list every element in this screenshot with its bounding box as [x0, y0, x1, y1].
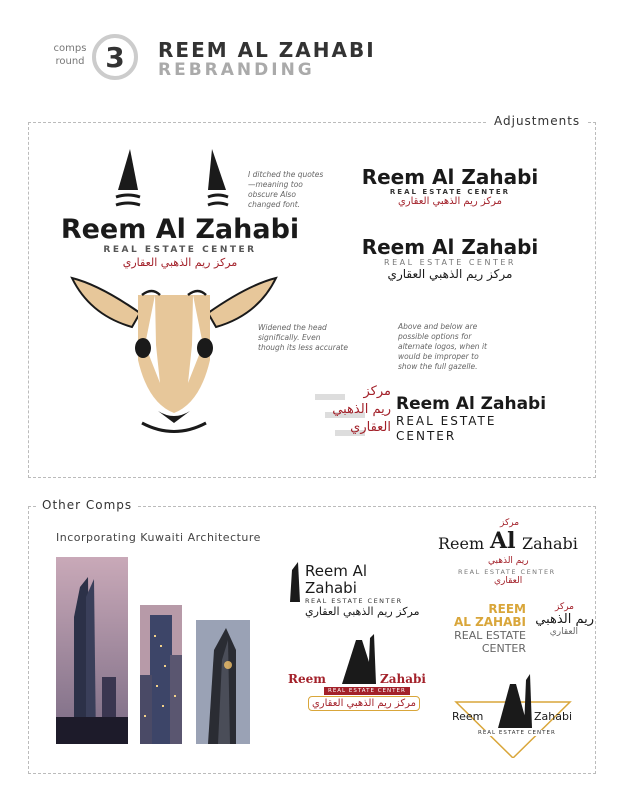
alt-logo-1-arabic: مركز ريم الذهبي العقاري	[397, 196, 503, 207]
alt-logo-1-tagline: REAL ESTATE CENTER	[389, 188, 511, 196]
alt-logo-3-arabic-1: مركز	[363, 384, 391, 399]
comps-round-label	[40, 42, 100, 68]
alt-logo-3-tagline-1: REAL ESTATE	[396, 414, 497, 428]
main-logo-arabic: مركز ريم الذهبي العقاري	[122, 256, 238, 269]
comp-c-logo	[438, 518, 582, 588]
comp-d-line1: REEM	[488, 602, 526, 616]
comp-d-line3: REAL ESTATE	[454, 629, 526, 642]
alt-logo-3	[396, 394, 546, 444]
alt-logo-2-arabic: مركز ريم الذهبي العقاري	[387, 267, 513, 281]
note-widened-head: Widened the head significally. Even though its less accurate	[258, 323, 348, 352]
comp-c-arabic-bottom: العقاري	[494, 576, 523, 586]
page-title: REEM AL ZAHABI	[158, 38, 376, 62]
photo-tower-dusk	[56, 557, 128, 744]
comp-b-name-right: Zahabi	[380, 672, 426, 686]
comp-c-arabic-top: مركز	[500, 518, 520, 528]
alt-logo-3-tagline-2: CENTER	[396, 429, 457, 443]
main-logo-name: Reem Al Zahabi	[60, 214, 300, 245]
alt-logo-3-arabic-stack	[315, 384, 391, 442]
comp-c-arabic-mid: ريم الذهبي	[488, 556, 529, 566]
round-number: 3	[105, 40, 125, 74]
note-alternate-logos: Above and below are possible options for alternate logos, when it would be improper to show the full gazelle.	[398, 322, 487, 371]
round-text: round	[55, 56, 85, 67]
alt-logo-3-arabic-2: ريم الذهبي	[332, 402, 391, 417]
comp-d-line2: AL ZAHABI	[453, 615, 526, 629]
comp-b-name-left: Reem	[288, 672, 326, 686]
comp-d-arabic-3: العقاري	[549, 627, 578, 637]
main-logo-wordmark	[60, 215, 300, 269]
photo-city-lights	[140, 605, 182, 744]
tower-icon	[288, 562, 302, 602]
alt-logo-1-name: Reem Al Zahabi	[361, 165, 539, 189]
round-number-badge	[92, 34, 138, 80]
main-logo-tagline: REAL ESTATE CENTER	[103, 245, 257, 255]
comp-e-logo	[448, 666, 578, 758]
comp-a-arabic: مركز ريم الذهبي العقاري	[305, 605, 420, 618]
comp-d-arabic	[526, 602, 596, 637]
comp-a-logo	[305, 563, 423, 618]
photo-tower-sky	[196, 620, 250, 744]
comp-b-logo	[288, 634, 436, 724]
comp-c-name-left: Reem	[438, 534, 485, 553]
comp-e-name-right: Zahabi	[534, 710, 573, 723]
comp-d-line4: CENTER	[481, 642, 526, 655]
note-quotes: I ditched the quotes —meaning too obscure Also changed font.	[248, 170, 324, 209]
alt-logo-1	[360, 166, 540, 207]
alt-logo-3-name: Reem Al Zahabi	[396, 394, 547, 414]
page-subtitle: REBRANDING	[158, 60, 315, 80]
other-comps-label: Other Comps	[36, 498, 138, 512]
comp-d-logo	[440, 603, 526, 655]
comp-b-tagline: REAL ESTATE CENTER	[324, 687, 410, 695]
adjustments-label: Adjustments	[488, 114, 586, 128]
comp-c-name-mid: Al	[490, 528, 516, 554]
comp-d-arabic-2: ريم الذهبي	[535, 612, 594, 627]
alt-logo-2-tagline: REAL ESTATE CENTER	[384, 258, 516, 267]
architecture-subheading: Incorporating Kuwaiti Architecture	[56, 531, 261, 544]
comp-e-tagline: REAL ESTATE CENTER	[478, 730, 556, 736]
alt-logo-3-arabic-3: العقاري	[350, 420, 391, 435]
comp-a-name: Reem Al Zahabi	[305, 562, 368, 597]
alt-logo-2-name: Reem Al Zahabi	[361, 235, 539, 259]
comp-e-name-left: Reem	[452, 710, 484, 723]
comp-d-arabic-1: مركز	[554, 602, 574, 612]
comp-b-arabic: مركز ريم الذهبي العقاري	[308, 696, 420, 711]
comps-text: comps	[53, 43, 87, 54]
alt-logo-2	[360, 236, 540, 281]
comp-a-tagline: REAL ESTATE CENTER	[305, 597, 403, 605]
comp-c-tagline: REAL ESTATE CENTER	[458, 568, 556, 576]
comp-c-name-right: Zahabi	[522, 534, 578, 553]
